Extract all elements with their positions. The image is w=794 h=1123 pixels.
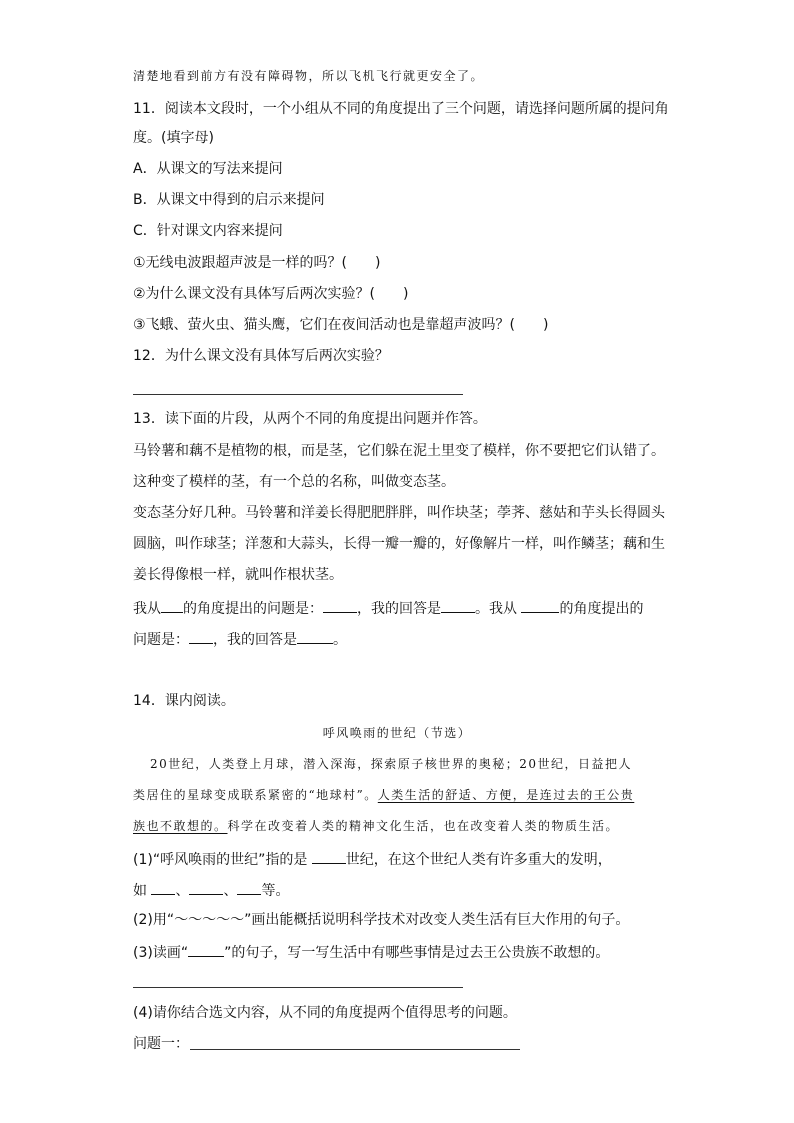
q14-question-one-answer-line[interactable] [190, 1049, 520, 1050]
q14-passage-line-3 [133, 816, 619, 836]
q14-sub3-underline-sample [188, 941, 224, 957]
q13-blank-answer-2[interactable] [297, 628, 333, 644]
q14-sub1-text: (1)“呼风唤雨的世纪”指的是 [133, 852, 312, 868]
q14-question-one [133, 1034, 189, 1054]
q14-passage-text: 科学在改变着人类的精神文化生活，也在改变着人类的物质生活。 [227, 819, 620, 833]
q11-stem-line-1: 11．阅读本文段时，一个小组从不同的角度提出了三个问题，请选择问题所属的提问角 [133, 101, 669, 117]
q14-sub1-line-2 [133, 879, 289, 901]
q14-sub3-text: ”的句子，写一写生活中有哪些事情是过去王公贵族不敢想的。 [224, 945, 610, 961]
underlined-sentence: 人类生活的舒适、方便，是连过去的王公贵 [377, 788, 635, 802]
q14-sub3 [133, 941, 609, 963]
q13-passage-line-1: 马铃薯和藕不是植物的根，而是茎，它们躲在泥土里变了模样，你不要把它们认错了。 [133, 443, 665, 459]
q14-sub1-sep: 、 [223, 883, 238, 899]
q13-fill-text: 我从 [133, 601, 161, 617]
q13-blank-angle-2[interactable] [521, 597, 559, 613]
q13-fill-text: 。我从 [475, 601, 522, 617]
q14-passage-line-2 [133, 785, 634, 805]
q13-passage-line-5: 姜长得像根一样，就叫作根状茎。 [133, 567, 343, 583]
q11-item-2: ②为什么课文没有具体写后两次实验？( ) [133, 286, 409, 302]
q14-sub1-text: 如 [133, 883, 152, 899]
q13-fill-text: 的角度提出的问题是： [183, 601, 323, 617]
passage-title: 呼风唤雨的世纪（节选） [322, 726, 472, 740]
q14-sub2: (2)用“～～～～～”画出能概括说明科学技术对改变人类生活有巨大作用的句子。 [133, 912, 630, 928]
q11-stem-line-2: 度。(填字母) [133, 130, 214, 146]
q14-sub1-text: 等。 [261, 883, 290, 899]
q13-stem: 13．读下面的片段，从两个不同的角度提出问题并作答。 [133, 411, 487, 427]
q12-stem: 12．为什么课文没有具体写后两次实验？ [133, 348, 389, 364]
q11-item-1: ①无线电波跟超声波是一样的吗？( ) [133, 255, 381, 271]
q14-blank-invention-2[interactable] [189, 879, 223, 895]
q14-stem: 14．课内阅读。 [133, 693, 235, 709]
q13-passage-line-3: 变态茎分好几种。马铃薯和洋姜长得肥肥胖胖，叫作块茎；荸荠、慈姑和芋头长得圆头 [133, 505, 665, 521]
q14-blank-century[interactable] [312, 848, 346, 864]
q14-sub1-text: 世纪，在这个世纪人类有许多重大的发明， [345, 852, 612, 868]
q13-fill-line-2 [133, 628, 347, 650]
q13-passage-line-2: 这种变了模样的茎，有一个总的名称，叫做变态茎。 [133, 474, 455, 490]
q11-item-3: ③飞蛾、萤火虫、猫头鹰，它们在夜间活动也是靠超声波吗？( ) [133, 317, 549, 333]
q14-sub4: (4)请你结合选文内容，从不同的角度提两个值得思考的问题。 [133, 1005, 517, 1021]
q13-blank-question-1[interactable] [323, 597, 357, 613]
q11-option-b: B．从课文中得到的启示来提问 [133, 192, 325, 208]
q13-blank-answer-1[interactable] [441, 597, 475, 613]
q14-blank-invention-3[interactable] [237, 879, 261, 895]
q11-option-c: C．针对课文内容来提问 [133, 223, 283, 239]
q14-passage-text: 类居住的星球变成联系紧密的“地球村”。 [133, 788, 378, 802]
q14-sub1-sep: 、 [175, 883, 190, 899]
q14-sub3-text: (3)读画“ [133, 945, 189, 961]
q13-blank-question-2[interactable] [189, 628, 213, 644]
q12-answer-line [133, 394, 463, 395]
q14-passage-line-1: 20世纪，人类登上月球，潜入深海，探索原子核世界的奥秘；20世纪，日益把人 [150, 757, 633, 771]
q13-fill-text: 的角度提出的 [559, 601, 644, 617]
q13-fill-text: ，我的回答是 [357, 601, 441, 617]
underlined-sentence-end: 族也不敢想的。 [133, 819, 228, 833]
q13-fill-text: 问题是： [133, 632, 189, 648]
q11-option-a: A．从课文的写法来提问 [133, 161, 283, 177]
q13-blank-angle-1[interactable] [161, 597, 183, 613]
passage-continuation-line: 清楚地看到前方有没有障碍物，所以飞机飞行就更安全了。 [133, 69, 485, 83]
q13-fill-text: 。 [333, 632, 347, 648]
q13-fill-line-1 [133, 597, 643, 619]
q14-sub1-line-1 [133, 848, 612, 870]
q13-passage-line-4: 圆脑，叫作球茎；洋葱和大蒜头，长得一瓣一瓣的，好像解片一样，叫作鳞茎；藕和生 [133, 536, 665, 552]
q13-fill-text: ，我的回答是 [213, 632, 297, 648]
q14-blank-invention-1[interactable] [151, 879, 175, 895]
question-one-label: 问题一： [133, 1036, 189, 1052]
q14-sub3-answer-line [133, 987, 463, 988]
